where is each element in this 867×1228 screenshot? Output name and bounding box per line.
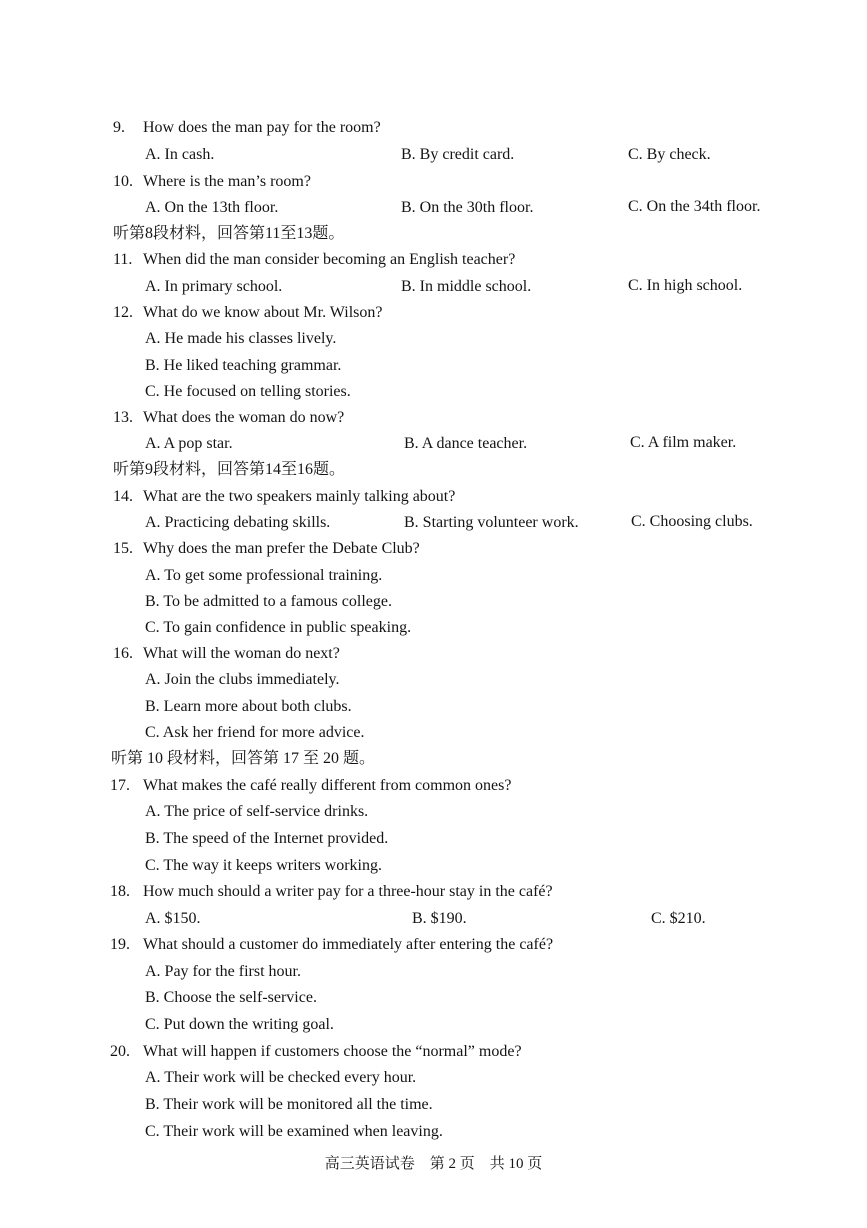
question-number: 16. bbox=[113, 645, 133, 662]
option-b: B. Starting volunteer work. bbox=[404, 514, 579, 531]
question-text: What will the woman do next? bbox=[143, 645, 340, 662]
question-number: 14. bbox=[113, 488, 133, 505]
question-text: Why does the man prefer the Debate Club? bbox=[143, 540, 420, 557]
question-text: Where is the man’s room? bbox=[143, 173, 311, 190]
question-number: 12. bbox=[113, 304, 133, 321]
page-footer: 高三英语试卷 第 2 页 共 10 页 bbox=[324, 1156, 543, 1172]
option-b: B. The speed of the Internet provided. bbox=[145, 830, 389, 847]
question-number: 13. bbox=[113, 409, 133, 426]
question-text: What do we know about Mr. Wilson? bbox=[143, 304, 383, 321]
option-c: C. Ask her friend for more advice. bbox=[145, 724, 365, 741]
option-c: C. The way it keeps writers working. bbox=[145, 857, 382, 874]
question-number: 10. bbox=[113, 173, 133, 190]
option-a: A. To get some professional training. bbox=[145, 567, 383, 584]
option-c: C. On the 34th floor. bbox=[628, 198, 761, 215]
option-a: A. A pop star. bbox=[145, 435, 233, 452]
option-a: A. Practicing debating skills. bbox=[145, 514, 331, 531]
option-c: C. A film maker. bbox=[630, 434, 737, 451]
option-c: C. Choosing clubs. bbox=[631, 513, 753, 530]
question-text: How does the man pay for the room? bbox=[143, 119, 381, 136]
option-b: B. Their work will be monitored all the time. bbox=[145, 1096, 433, 1113]
option-b: B. By credit card. bbox=[401, 146, 515, 163]
question-number: 11. bbox=[113, 251, 133, 268]
option-c: C. Their work will be examined when leaving. bbox=[145, 1123, 443, 1140]
option-a: A. Their work will be checked every hour. bbox=[145, 1069, 417, 1086]
option-b: B. Choose the self-service. bbox=[145, 989, 317, 1006]
question-number: 18. bbox=[110, 883, 130, 900]
option-b: B. In middle school. bbox=[401, 278, 532, 295]
option-a: A. The price of self-service drinks. bbox=[145, 803, 369, 820]
option-a: A. Pay for the first hour. bbox=[145, 963, 301, 980]
option-a: A. In cash. bbox=[145, 146, 215, 163]
section-heading: 听第 10 段材料，回答第 17 至 20 题。 bbox=[111, 750, 376, 767]
question-number: 20. bbox=[110, 1043, 130, 1060]
option-c: C. In high school. bbox=[628, 277, 743, 294]
option-c: C. By check. bbox=[628, 146, 711, 163]
option-a: A. He made his classes lively. bbox=[145, 330, 337, 347]
option-a: A. On the 13th floor. bbox=[145, 199, 279, 216]
option-c: C. He focused on telling stories. bbox=[145, 383, 351, 400]
option-b: B. On the 30th floor. bbox=[401, 199, 534, 216]
option-b: B. $190. bbox=[412, 910, 467, 927]
option-b: B. A dance teacher. bbox=[404, 435, 528, 452]
question-text: What does the woman do now? bbox=[143, 409, 345, 426]
question-text: What are the two speakers mainly talking about? bbox=[143, 488, 456, 505]
question-text: How much should a writer pay for a three-hour stay in the café? bbox=[143, 883, 553, 900]
option-b: B. Learn more about both clubs. bbox=[145, 698, 352, 715]
section-heading: 听第8段材料，回答第11至13题。 bbox=[113, 225, 345, 242]
question-text: What should a customer do immediately after entering the café? bbox=[143, 936, 554, 953]
option-a: A. In primary school. bbox=[145, 278, 283, 295]
question-text: When did the man consider becoming an English teacher? bbox=[143, 251, 516, 268]
question-text: What will happen if customers choose the “normal” mode? bbox=[143, 1043, 522, 1060]
option-b: B. To be admitted to a famous college. bbox=[145, 593, 392, 610]
option-a: A. Join the clubs immediately. bbox=[145, 671, 340, 688]
option-a: A. $150. bbox=[145, 910, 201, 927]
question-number: 9. bbox=[113, 119, 125, 136]
option-c: C. To gain confidence in public speaking. bbox=[145, 619, 412, 636]
option-c: C. Put down the writing goal. bbox=[145, 1016, 334, 1033]
question-number: 15. bbox=[113, 540, 133, 557]
question-number: 19. bbox=[110, 936, 130, 953]
option-c: C. $210. bbox=[651, 910, 706, 927]
question-text: What makes the café really different from common ones? bbox=[143, 777, 512, 794]
option-b: B. He liked teaching grammar. bbox=[145, 357, 342, 374]
question-number: 17. bbox=[110, 777, 130, 794]
section-heading: 听第9段材料，回答第14至16题。 bbox=[113, 461, 346, 478]
